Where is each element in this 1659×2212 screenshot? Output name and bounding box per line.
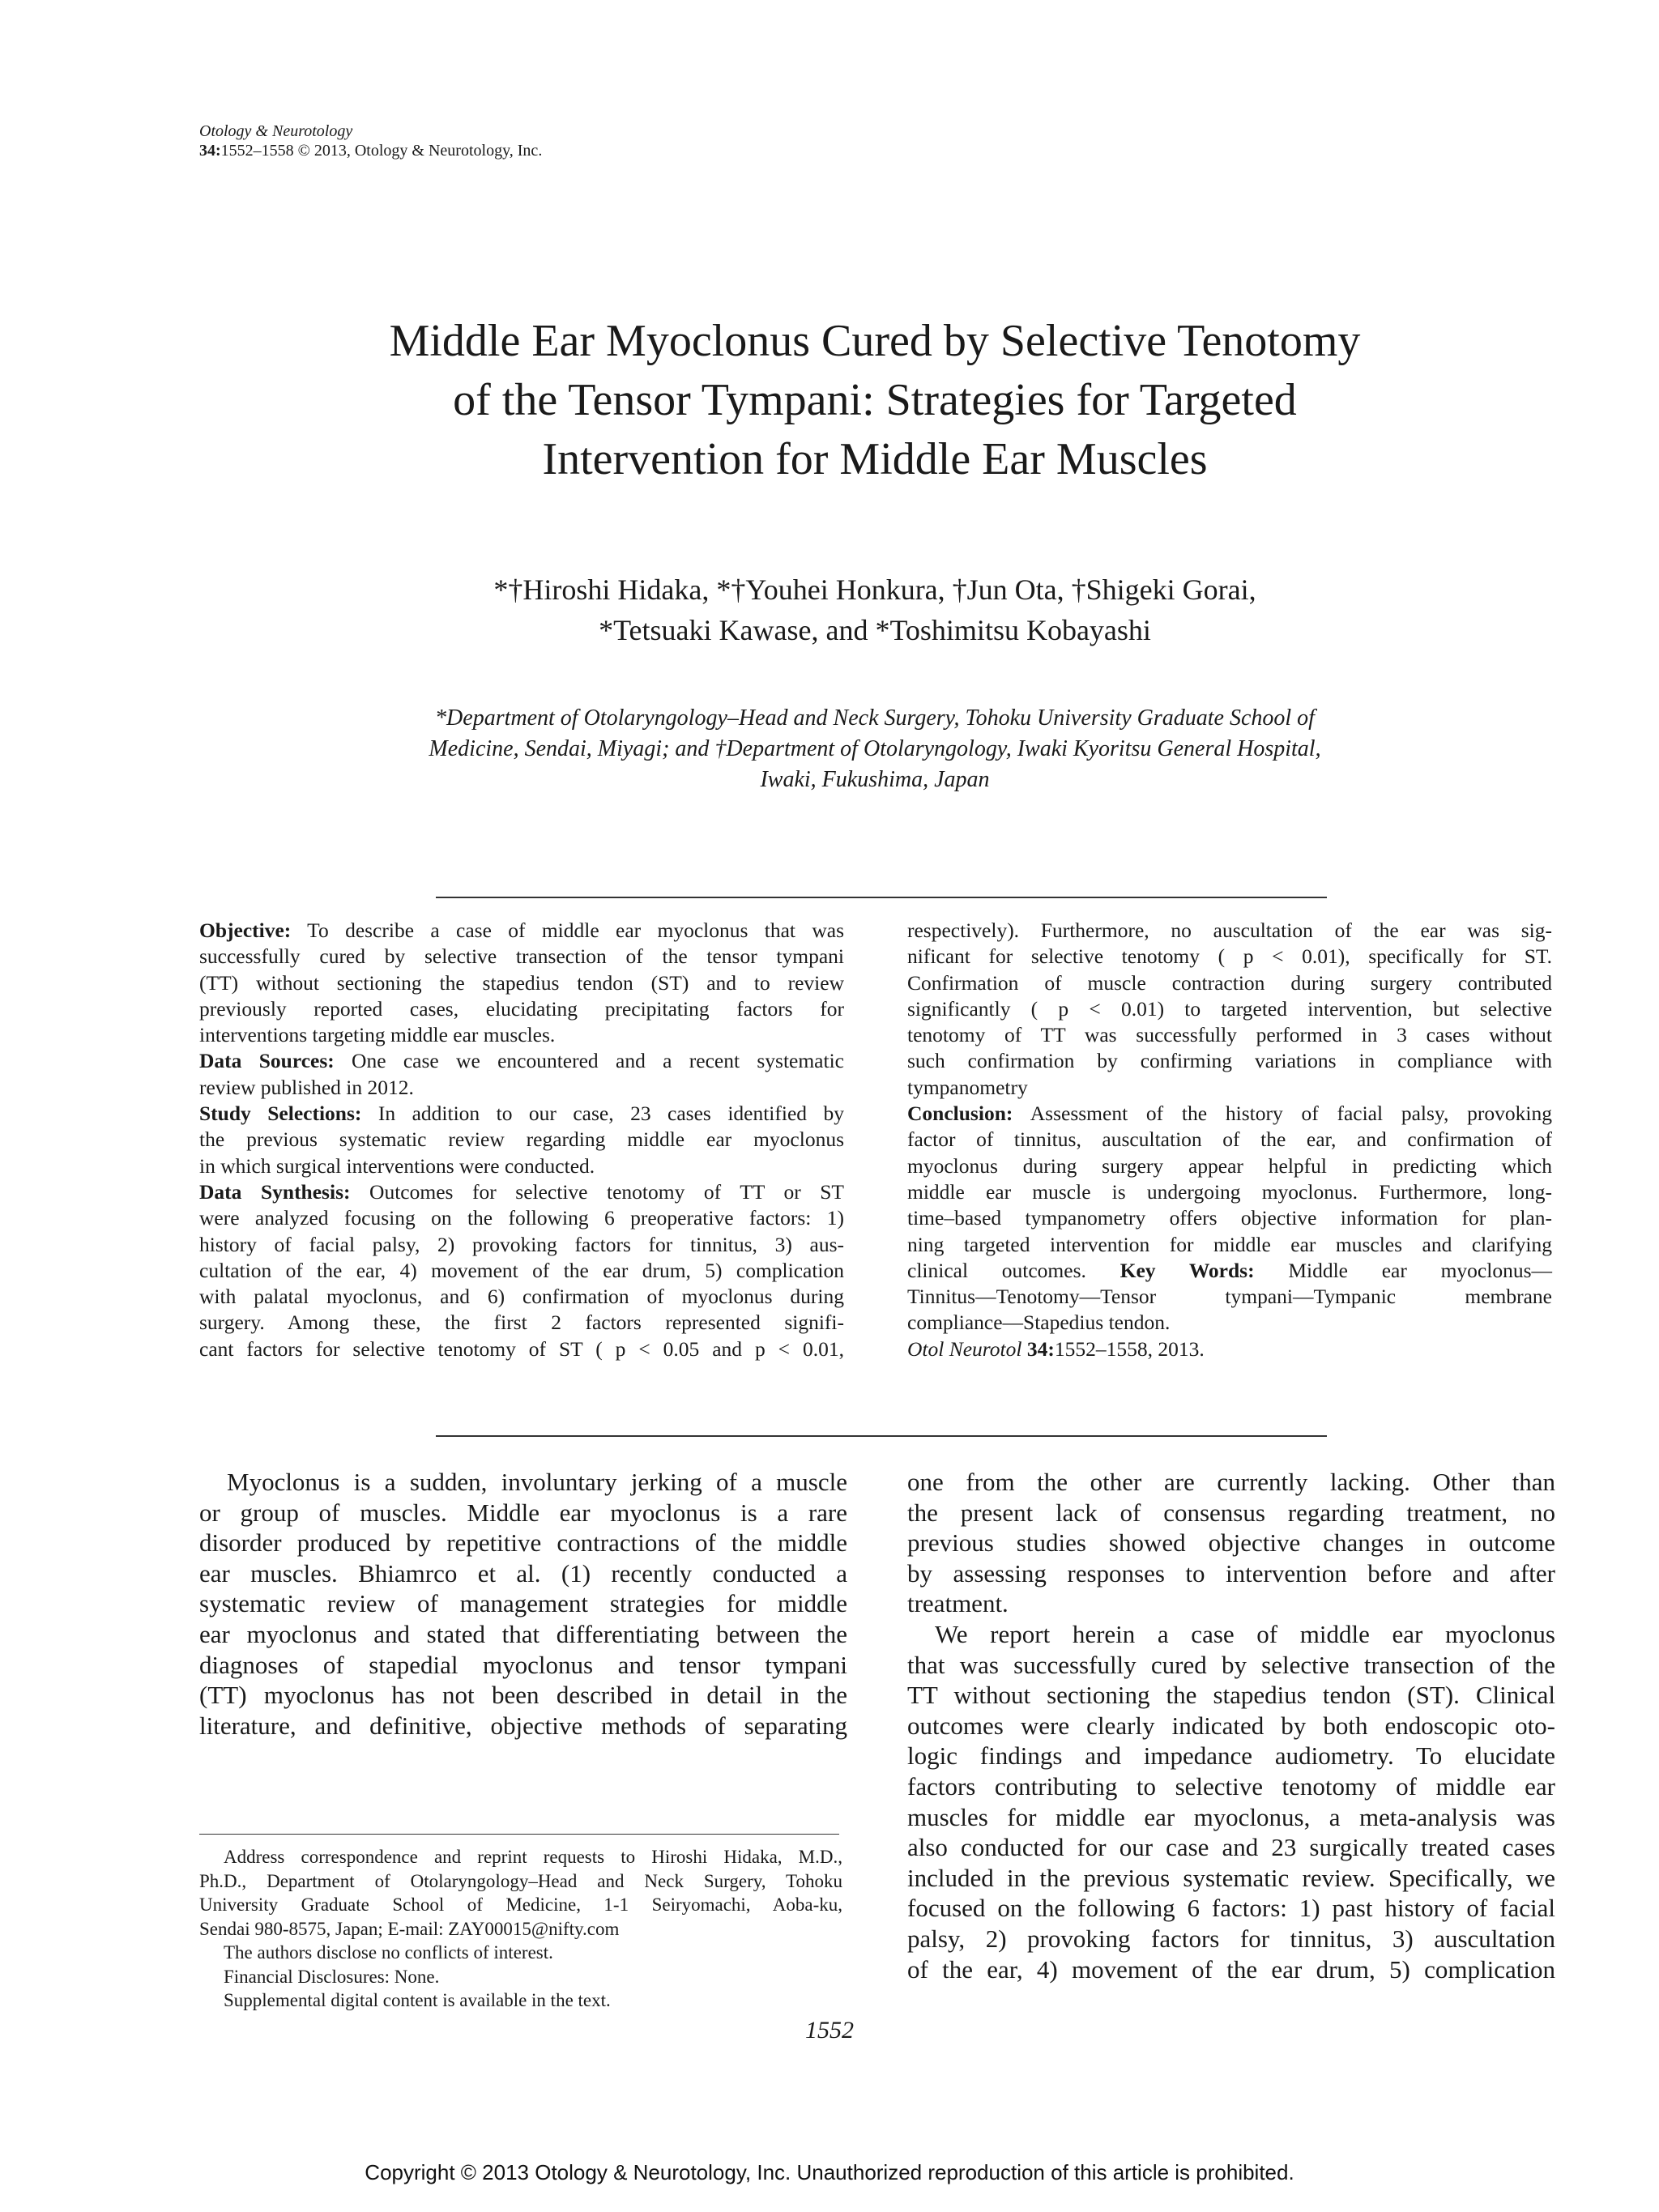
abstract-line: surgery. Among these, the first 2 factors represented signifi- <box>199 1311 844 1335</box>
footnote-line: Financial Disclosures: None. <box>224 1966 440 1987</box>
abstract-line: the previous systematic review regarding middle ear myoclonus <box>199 1127 844 1152</box>
abstract-line: myoclonus during surgery appear helpful in predicting which <box>907 1153 1552 1178</box>
journal-citation <box>199 141 542 160</box>
abstract-line: factor of tinnitus, auscultation of the ear, and confirmation of <box>907 1127 1552 1152</box>
conclusion-label: Conclusion: <box>907 1102 1013 1126</box>
body-line: ear muscles. Bhiamrco et al. (1) recently conducted a <box>199 1558 847 1588</box>
abstract-line: compliance—Stapedius tendon. <box>907 1311 1171 1335</box>
abstract-line: time–based tympanometry offers objective information for plan- <box>907 1206 1552 1230</box>
title-line: Middle Ear Myoclonus Cured by Selective Tenotomy <box>389 316 1361 366</box>
abstract-line: Objective: To describe a case of middle ear myoclonus that was <box>199 918 844 942</box>
body-line: diagnoses of stapedial myoclonus and tensor tympani <box>199 1650 847 1679</box>
footnote-line: University Graduate School of Medicine, 1-1 Seiryomachi, Aoba-ku, <box>199 1894 842 1915</box>
body-line: (TT) myoclonus has not been described in detail in the <box>199 1681 847 1710</box>
copyright-notice: Copyright © 2013 Otology & Neurotology, Inc. Unauthorized reproduction of this article is prohibited. <box>365 2160 1294 2184</box>
abstract-line: Confirmation of muscle contraction during surgery contributed <box>907 970 1552 995</box>
author-list <box>162 569 1588 650</box>
abstract-line: nificant for selective tenotomy ( p < 0.01), specifically for ST. <box>907 944 1552 969</box>
body-line: previous studies showed objective changes in outcome <box>907 1528 1555 1558</box>
abstract-line: Data Sources: One case we encountered and a recent systematic <box>199 1049 844 1073</box>
abstract-line: successfully cured by selective transection of the tensor tympani <box>199 944 844 969</box>
body-line: palsy, 2) provoking factors for tinnitus, 3) auscultation <box>907 1924 1555 1953</box>
affiliation-line: Iwaki, Fukushima, Japan <box>760 767 990 792</box>
body-line: muscles for middle ear myoclonus, a meta-analysis was <box>907 1802 1555 1831</box>
article-title <box>162 312 1588 489</box>
data-synthesis-label: Data Synthesis: <box>199 1179 351 1204</box>
journal-header <box>199 121 542 160</box>
body-line: disorder produced by repetitive contractions of the middle <box>199 1528 847 1558</box>
abstract-line: such confirmation by confirming variations in compliance with <box>907 1049 1552 1073</box>
body-line: of the ear, 4) movement of the ear drum, 5) complication <box>907 1954 1555 1984</box>
footnote-line: Supplemental digital content is available in the text. <box>224 1990 611 2010</box>
abstract-line: in which surgical interventions were conducted. <box>199 1153 595 1178</box>
body-line: We report herein a case of middle ear myoclonus <box>935 1619 1555 1648</box>
abstract-citation: Otol Neurotol 34:1552–1558, 2013. <box>907 1336 1205 1361</box>
body-line: the present lack of consensus regarding treatment, no <box>907 1498 1555 1527</box>
abstract-line: with palatal myoclonus, and 6) confirmation of myoclonus during <box>199 1285 844 1309</box>
abstract-line: tenotomy of TT was successfully performed in 3 cases without <box>907 1023 1552 1047</box>
abstract-line: cultation of the ear, 4) movement of the ear drum, 5) complication <box>199 1258 844 1282</box>
author-line: *†Hiroshi Hidaka, *†Youhei Honkura, †Jun Ota, †Shigeki Gorai, <box>493 573 1256 606</box>
abstract-line: cant factors for selective tenotomy of ST ( p < 0.05 and p < 0.01, <box>199 1336 844 1361</box>
abstract-line: ning targeted intervention for middle ear muscles and clarifying <box>907 1232 1552 1256</box>
body-line: also conducted for our case and 23 surgically treated cases <box>907 1833 1555 1862</box>
affiliation-line: *Department of Otolaryngology–Head and Neck Surgery, Tohoku University Graduate School of <box>435 705 1315 731</box>
footnote-rule <box>199 1834 839 1835</box>
abstract-line: Study Selections: In addition to our case, 23 cases identified by <box>199 1102 844 1126</box>
key-words-label: Key Words: <box>1120 1258 1255 1282</box>
journal-volume: 34: <box>199 142 221 160</box>
abstract-line: respectively). Furthermore, no auscultation of the ear was sig- <box>907 918 1552 942</box>
correspondence-footnote <box>199 1845 842 2013</box>
body-line: that was successfully cured by selective transection of the <box>907 1650 1555 1679</box>
body-line: ear myoclonus and stated that differentiating between the <box>199 1619 847 1648</box>
abstract-top-rule <box>436 897 1327 898</box>
abstract-line: were analyzed focusing on the following 6 preoperative factors: 1) <box>199 1206 844 1230</box>
abstract-line: history of facial palsy, 2) provoking factors for tinnitus, 3) aus- <box>199 1232 844 1256</box>
affiliation <box>162 703 1588 795</box>
abstract-line: significantly ( p < 0.01) to targeted intervention, but selective <box>907 996 1552 1021</box>
body-line: outcomes were clearly indicated by both endoscopic oto- <box>907 1711 1555 1740</box>
footnote-line: Address correspondence and reprint requests to Hiroshi Hidaka, M.D., <box>224 1847 842 1867</box>
abstract-line: Conclusion: Assessment of the history of facial palsy, provoking <box>907 1102 1552 1126</box>
footnote-line: Ph.D., Department of Otolaryngology–Head and Neck Surgery, Tohoku <box>199 1870 842 1891</box>
abstract-line: interventions targeting middle ear muscles. <box>199 1023 556 1047</box>
affiliation-line: Medicine, Sendai, Miyagi; and †Department of Otolaryngology, Iwaki Kyoritsu General Hospital, <box>429 736 1321 761</box>
journal-citation-rest: 1552–1558 © 2013, Otology & Neurotology, Inc. <box>220 142 543 160</box>
abstract-line: (TT) without sectioning the stapedius tendon (ST) and to review <box>199 970 844 995</box>
footnote-line: The authors disclose no conflicts of interest. <box>224 1942 553 1963</box>
body-line: or group of muscles. Middle ear myoclonus is a rare <box>199 1498 847 1527</box>
body-line: focused on the following 6 factors: 1) past history of facial <box>907 1894 1555 1923</box>
body-line: included in the previous systematic review. Specifically, we <box>907 1863 1555 1892</box>
abstract-right-column <box>907 918 1552 1362</box>
abstract-line: Tinnitus—Tenotomy—Tensor tympani—Tympanic membrane <box>907 1285 1552 1309</box>
body-line: treatment. <box>907 1589 1009 1618</box>
abstract-line: middle ear muscle is undergoing myoclonus. Furthermore, long- <box>907 1179 1552 1204</box>
study-selections-label: Study Selections: <box>199 1102 362 1126</box>
abstract-line: Data Synthesis: Outcomes for selective tenotomy of TT or ST <box>199 1179 845 1204</box>
abstract-line: review published in 2012. <box>199 1075 414 1099</box>
body-line: factors contributing to selective tenotomy of middle ear <box>907 1771 1555 1801</box>
abstract-line: tympanometry <box>907 1075 1028 1099</box>
title-line: of the Tensor Tympani: Strategies for Targeted <box>453 375 1297 425</box>
data-sources-label: Data Sources: <box>199 1049 335 1073</box>
body-line: TT without sectioning the stapedius tendon (ST). Clinical <box>907 1681 1555 1710</box>
abstract-left-column <box>199 918 844 1362</box>
body-line: Myoclonus is a sudden, involuntary jerking of a muscle <box>227 1468 847 1496</box>
body-right-column <box>907 1467 1555 1984</box>
abstract-line: clinical outcomes. Key Words: Middle ear myoclonus— <box>907 1258 1553 1282</box>
page-number: 1552 <box>805 2017 854 2044</box>
body-line: one from the other are currently lacking. Other than <box>907 1468 1555 1496</box>
author-line: *Tetsuaki Kawase, and *Toshimitsu Kobayashi <box>599 614 1151 646</box>
objective-label: Objective: <box>199 918 292 942</box>
footnote-line: Sendai 980-8575, Japan; E-mail: ZAY00015@nifty.com <box>199 1918 620 1939</box>
title-line: Intervention for Middle Ear Muscles <box>542 434 1208 484</box>
journal-name: Otology & Neurotology <box>199 122 353 140</box>
abstract-line: previously reported cases, elucidating precipitating factors for <box>199 996 844 1021</box>
body-line: systematic review of management strategies for middle <box>199 1589 847 1618</box>
body-left-column <box>199 1467 847 1741</box>
body-line: logic findings and impedance audiometry. To elucidate <box>907 1741 1555 1771</box>
abstract-bottom-rule <box>436 1435 1327 1437</box>
body-line: by assessing responses to intervention before and after <box>907 1558 1555 1588</box>
body-line: literature, and definitive, objective methods of separating <box>199 1711 847 1740</box>
